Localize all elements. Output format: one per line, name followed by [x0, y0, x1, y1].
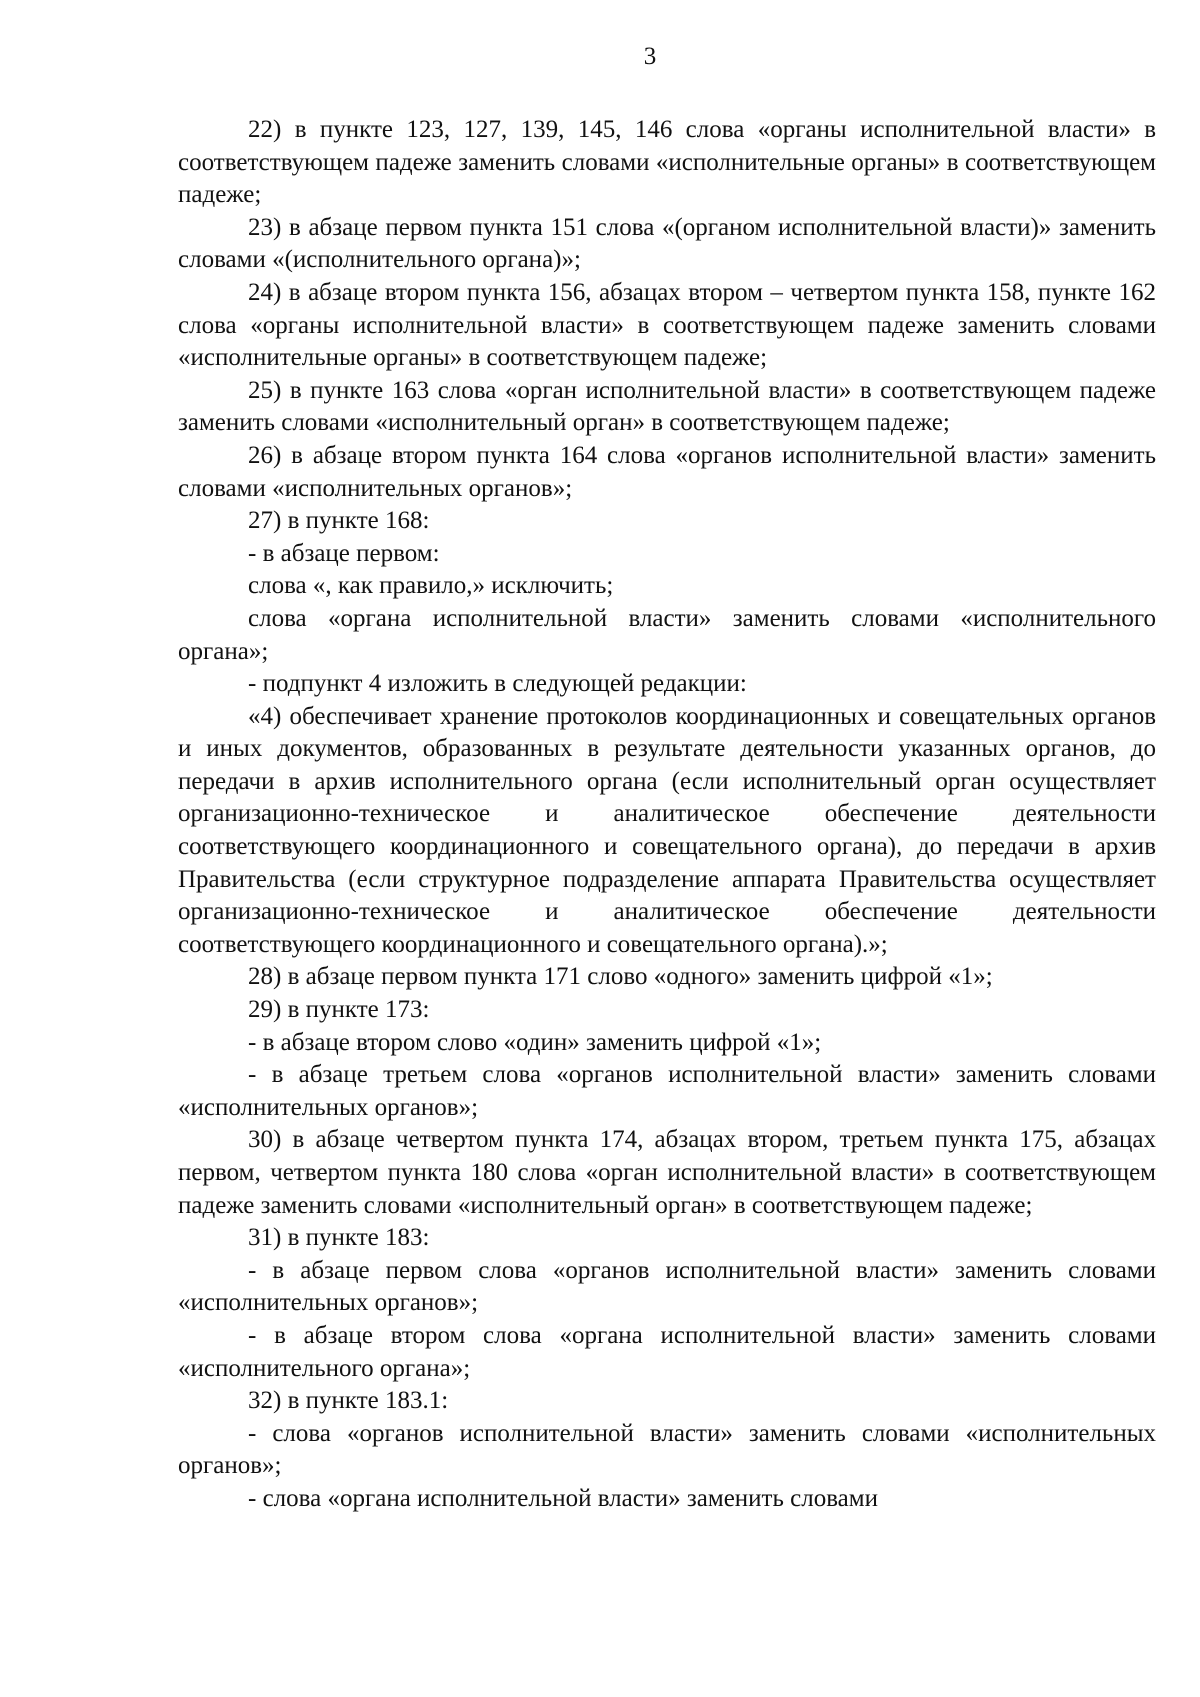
- paragraph-item-30: 30) в абзаце четвертом пункта 174, абзацах втором, третьем пункта 175, абзацах первом, четвертом пункта 180 слова «орган исполнительной власти» в соответствующем падеже заменить словами «исполнительный орган» в соответствующем падеже;: [178, 1126, 1156, 1219]
- paragraph-exclude-words: слова «, как правило,» исключить;: [248, 572, 614, 600]
- paragraph-item-29: 29) в пункте 173:: [248, 996, 430, 1024]
- paragraph-item-26: 26) в абзаце втором пункта 164 слова «органов исполнительной власти» заменить словами «исполнительных органов»;: [178, 441, 1156, 502]
- paragraph-subpoint-4-text: «4) обеспечивает хранение протоколов координационных и совещательных органов и иных документов, образованных в результате деятельности указанных органов, до передачи в архив исполнительного органа (если исполнительный орган осуществляет организационно-техническое и аналитическое обеспечение деятельности соответствующего координационного и совещательного органа), до передачи в архив Правительства (если структурное подразделение аппарата Правительства осуществляет организационно-техническое и аналитическое обеспечение деятельности соответствующего координационного и совещательного органа).»;: [178, 702, 1156, 958]
- paragraph-subpoint-4: - подпункт 4 изложить в следующей редакции:: [248, 670, 747, 698]
- paragraph-dash-first-abzac: - в абзаце первом:: [248, 539, 440, 567]
- paragraph-dash-organa: - слова «органа исполнительной власти» заменить словами: [248, 1484, 878, 1512]
- paragraph-dash-first-abzac-183: - в абзаце первом слова «органов исполнительной власти» заменить словами «исполнительных органов»;: [178, 1256, 1156, 1317]
- paragraph-dash-organov: - слова «органов исполнительной власти» заменить словами «исполнительных органов»;: [178, 1419, 1156, 1480]
- paragraph-dash-second-abzac: - в абзаце втором слово «один» заменить цифрой «1»;: [248, 1028, 822, 1056]
- paragraph-dash-second-abzac-183: - в абзаце втором слова «органа исполнительной власти» заменить словами «исполнительного органа»;: [178, 1321, 1156, 1382]
- page-number: 3: [643, 43, 657, 70]
- paragraph-replace-organ: слова «органа исполнительной власти» заменить словами «исполнительного органа»;: [178, 604, 1156, 665]
- paragraph-item-25: 25) в пункте 163 слова «орган исполнительной власти» в соответствующем падеже заменить словами «исполнительный орган» в соответствующем падеже;: [178, 376, 1156, 437]
- paragraph-item-31: 31) в пункте 183:: [248, 1224, 430, 1252]
- paragraph-item-32: 32) в пункте 183.1:: [248, 1387, 449, 1415]
- paragraph-item-27: 27) в пункте 168:: [248, 507, 430, 535]
- paragraph-dash-third-abzac: - в абзаце третьем слова «органов исполнительной власти» заменить словами «исполнительных органов»;: [178, 1061, 1156, 1121]
- paragraph-item-28: 28) в абзаце первом пункта 171 слово «одного» заменить цифрой «1»;: [248, 963, 993, 991]
- paragraph-item-24: 24) в абзаце втором пункта 156, абзацах втором – четвертом пункта 158, пункте 162 слова «органы исполнительной власти» в соответствующем падеже заменить словами «исполнительные органы» в соответствующем падеже;: [178, 278, 1156, 372]
- paragraph-item-23: 23) в абзаце первом пункта 151 слова «(органом исполнительной власти)» заменить словами «(исполнительного органа)»;: [178, 213, 1156, 274]
- paragraph-item-22: 22) в пункте 123, 127, 139, 145, 146 слова «органы исполнительной власти» в соответствующем падеже заменить словами «исполнительные органы» в соответствующем падеже;: [178, 116, 1156, 209]
- document-body: [178, 114, 1156, 1516]
